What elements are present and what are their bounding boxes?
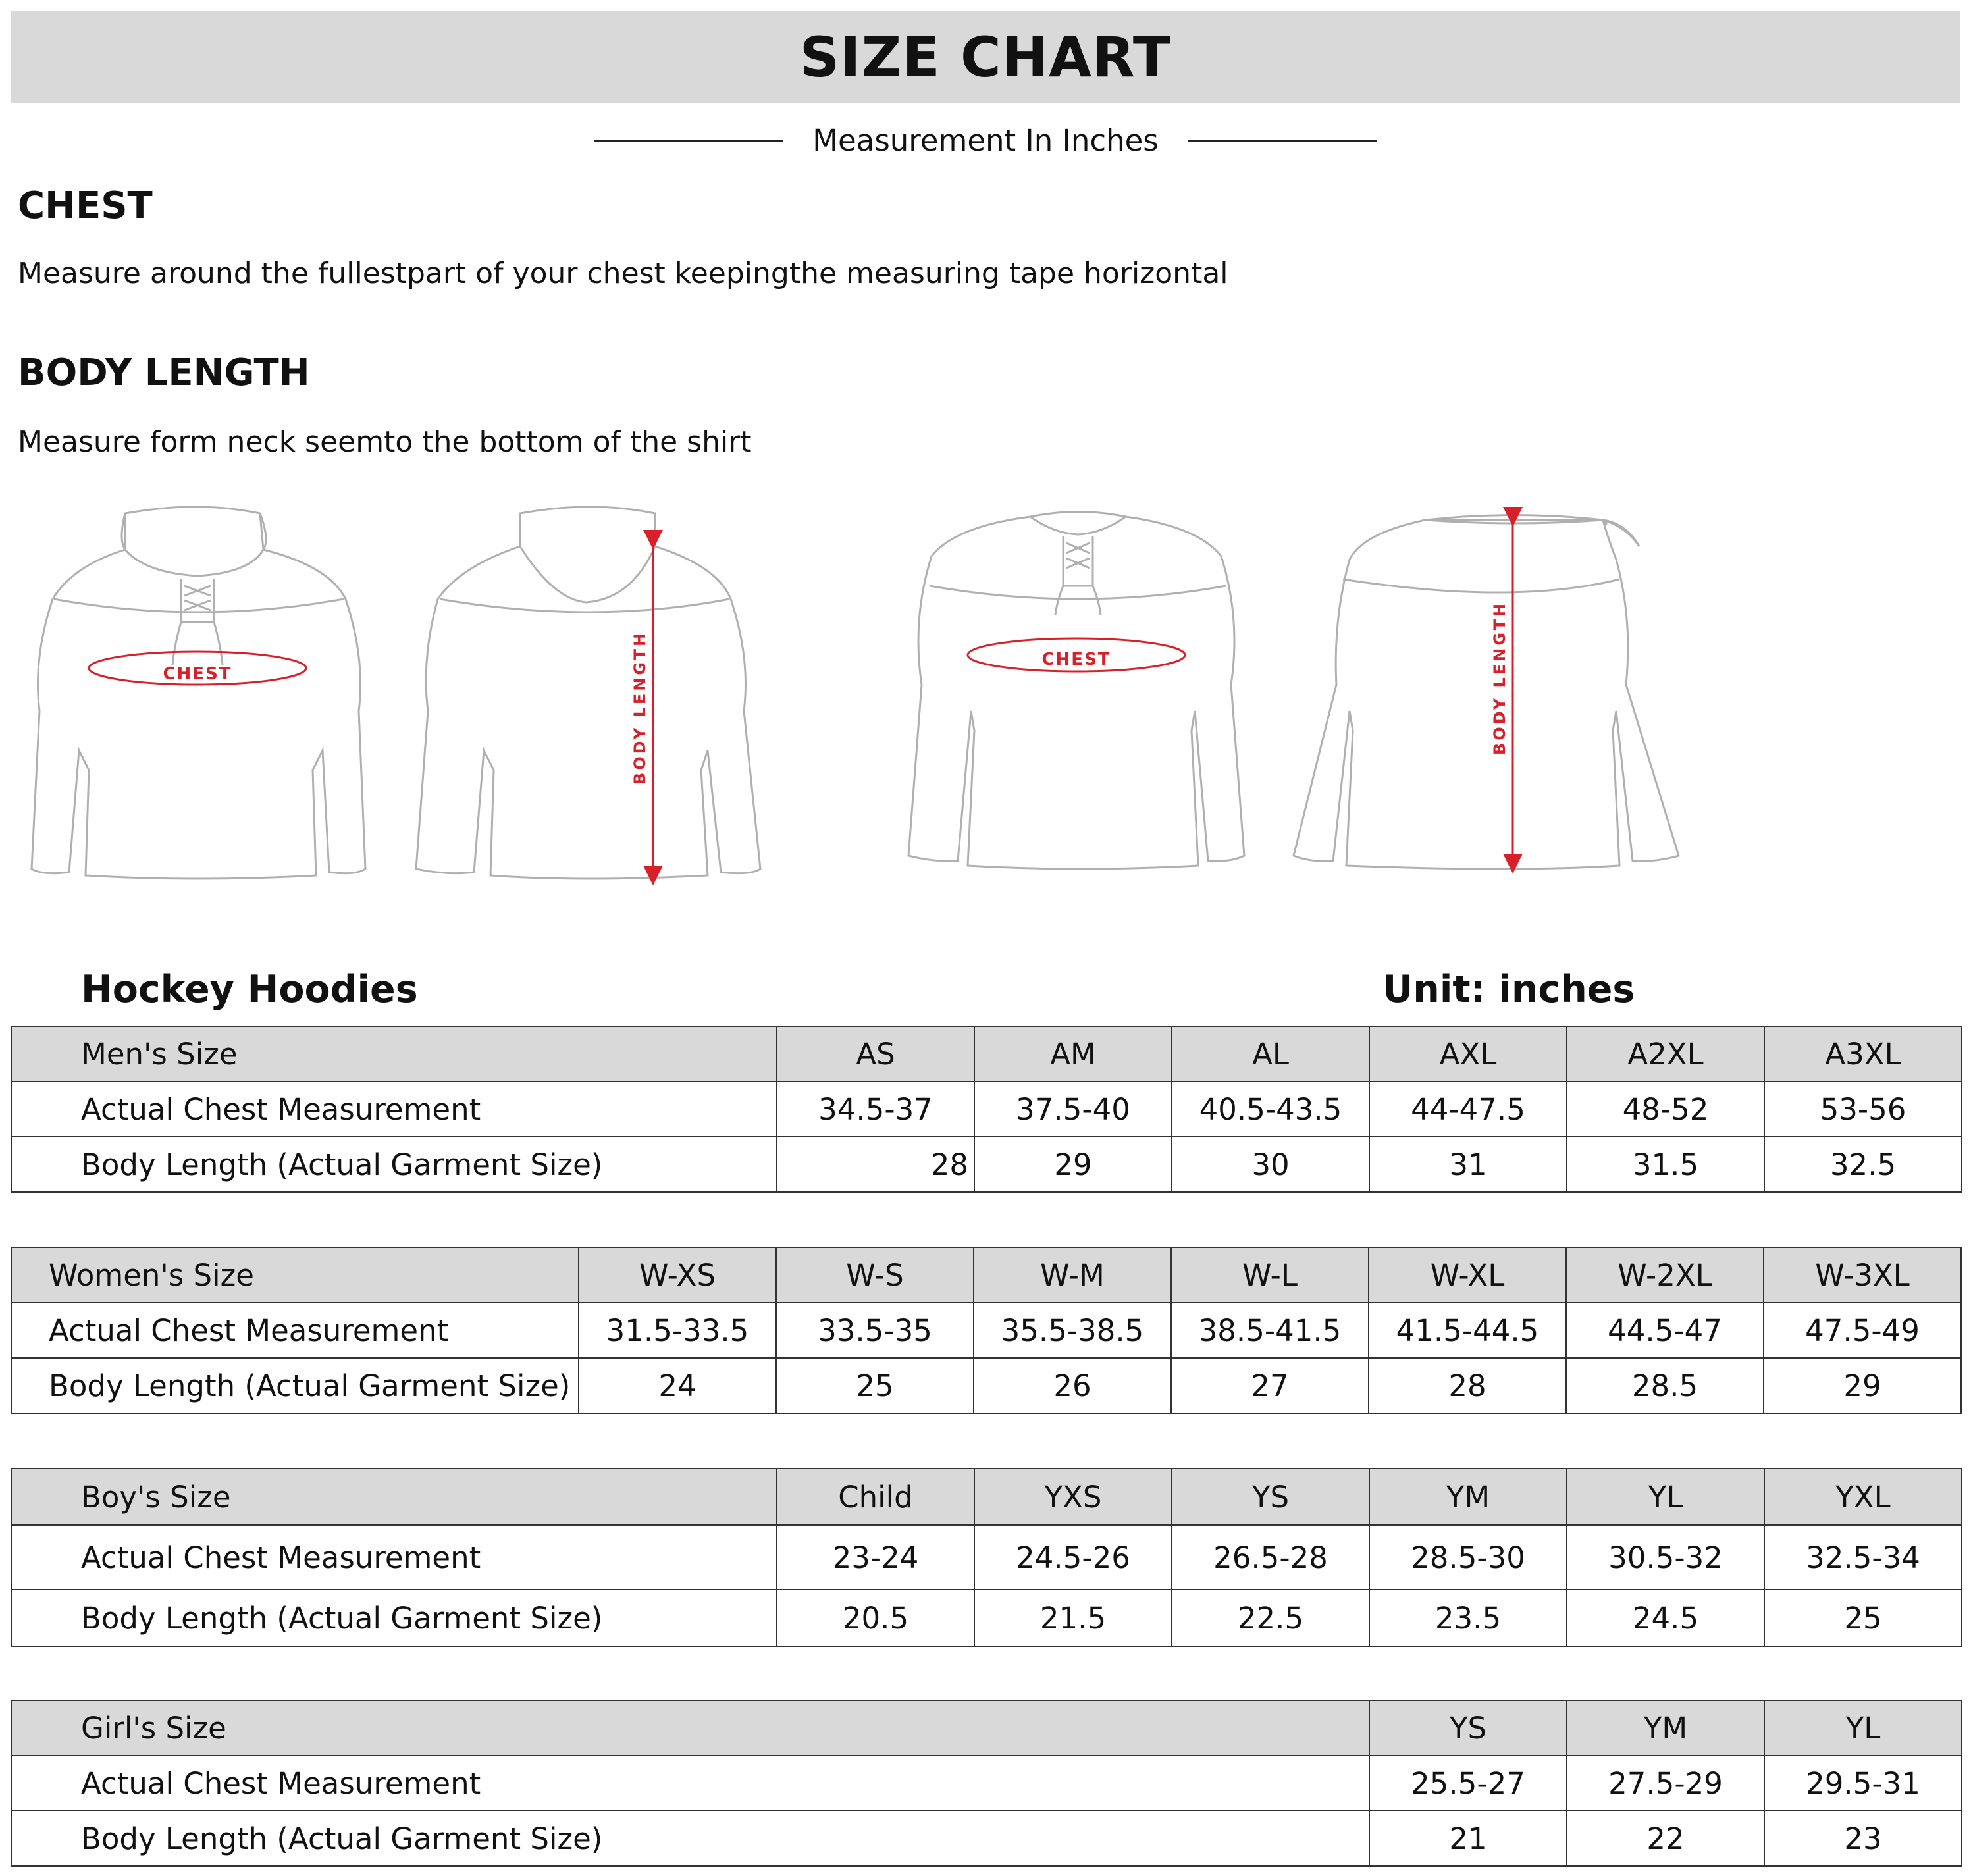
value-cell: 23.5 bbox=[1369, 1590, 1567, 1646]
size-cell: AL bbox=[1172, 1026, 1369, 1081]
size-cell: YM bbox=[1369, 1469, 1567, 1525]
value-cell: 24 bbox=[579, 1358, 776, 1413]
value-cell: 28 bbox=[777, 1137, 974, 1192]
row-label: Body Length (Actual Garment Size) bbox=[11, 1137, 777, 1192]
size-cell: YL bbox=[1567, 1469, 1764, 1525]
size-cell: W-S bbox=[776, 1247, 974, 1303]
table-row bbox=[11, 1247, 1961, 1303]
boys-header-cell: Boy's Size bbox=[11, 1469, 777, 1525]
hoodie-chest-measure bbox=[89, 652, 306, 685]
size-cell: W-M bbox=[974, 1247, 1171, 1303]
size-cell: YS bbox=[1369, 1700, 1567, 1756]
table-row bbox=[11, 1358, 1961, 1413]
boys-size-table bbox=[11, 1468, 1962, 1647]
value-cell: 23-24 bbox=[777, 1525, 974, 1590]
row-label: Body Length (Actual Garment Size) bbox=[11, 1811, 1369, 1866]
value-cell: 37.5-40 bbox=[974, 1081, 1172, 1137]
size-cell: Child bbox=[777, 1469, 974, 1525]
value-cell: 29 bbox=[974, 1137, 1172, 1192]
value-cell: 25.5-27 bbox=[1369, 1756, 1567, 1811]
row-label: Body Length (Actual Garment Size) bbox=[11, 1358, 579, 1413]
value-cell: 27.5-29 bbox=[1567, 1756, 1764, 1811]
value-cell: 29.5-31 bbox=[1764, 1756, 1962, 1811]
size-cell: YXL bbox=[1764, 1469, 1962, 1525]
body-length-heading: BODY LENGTH bbox=[18, 352, 310, 394]
value-cell: 21 bbox=[1369, 1811, 1567, 1866]
value-cell: 35.5-38.5 bbox=[974, 1303, 1171, 1358]
size-cell: W-XL bbox=[1369, 1247, 1566, 1303]
row-label: Actual Chest Measurement bbox=[11, 1756, 1369, 1811]
value-cell: 23 bbox=[1764, 1811, 1962, 1866]
size-cell: A3XL bbox=[1764, 1026, 1962, 1081]
value-cell: 31 bbox=[1369, 1137, 1567, 1192]
size-cell: W-2XL bbox=[1566, 1247, 1764, 1303]
value-cell: 24.5-26 bbox=[974, 1525, 1172, 1590]
table-title: Hockey Hoodies bbox=[81, 968, 418, 1011]
row-label: Actual Chest Measurement bbox=[11, 1303, 579, 1358]
left-rule bbox=[594, 140, 783, 142]
size-cell: YXS bbox=[974, 1469, 1172, 1525]
size-cell: W-XS bbox=[579, 1247, 776, 1303]
size-cell: W-L bbox=[1171, 1247, 1369, 1303]
value-cell: 27 bbox=[1171, 1358, 1369, 1413]
value-cell: 24.5 bbox=[1567, 1590, 1764, 1646]
mens-header-cell: Men's Size bbox=[11, 1026, 777, 1081]
row-label: Body Length (Actual Garment Size) bbox=[11, 1590, 777, 1646]
table-row bbox=[11, 1525, 1962, 1590]
hoodie-body-length-measure bbox=[631, 540, 653, 875]
value-cell: 32.5-34 bbox=[1764, 1525, 1962, 1590]
value-cell: 38.5-41.5 bbox=[1171, 1303, 1369, 1358]
table-row bbox=[11, 1026, 1962, 1081]
jersey-chest-measure bbox=[968, 638, 1185, 671]
hoodie-body-length-label: BODY LENGTH bbox=[631, 630, 649, 785]
hoodie-front-sketch bbox=[32, 507, 365, 879]
value-cell: 29 bbox=[1764, 1358, 1961, 1413]
value-cell: 48-52 bbox=[1567, 1081, 1764, 1137]
value-cell: 25 bbox=[776, 1358, 974, 1413]
value-cell: 31.5-33.5 bbox=[579, 1303, 776, 1358]
jersey-body-length-label: BODY LENGTH bbox=[1490, 600, 1509, 756]
chest-instructions: Measure around the fullestpart of your chest keepingthe measuring tape horizontal bbox=[18, 257, 1228, 290]
jersey-front-sketch bbox=[908, 512, 1244, 870]
jersey-back-sketch bbox=[1294, 515, 1679, 870]
value-cell: 28.5 bbox=[1566, 1358, 1764, 1413]
womens-header-cell: Women's Size bbox=[11, 1247, 579, 1303]
row-label: Actual Chest Measurement bbox=[11, 1525, 777, 1590]
unit-label: Unit: inches bbox=[1382, 968, 1635, 1011]
table-row bbox=[11, 1700, 1962, 1756]
title-bar bbox=[11, 11, 1960, 103]
value-cell: 34.5-37 bbox=[777, 1081, 974, 1137]
value-cell: 41.5-44.5 bbox=[1369, 1303, 1566, 1358]
girls-size-table bbox=[11, 1700, 1962, 1867]
value-cell: 30 bbox=[1172, 1137, 1369, 1192]
row-label: Actual Chest Measurement bbox=[11, 1081, 777, 1137]
value-cell: 26.5-28 bbox=[1172, 1525, 1369, 1590]
size-cell: YM bbox=[1567, 1700, 1764, 1756]
table-row bbox=[11, 1811, 1962, 1866]
size-cell: AS bbox=[777, 1026, 974, 1081]
value-cell: 40.5-43.5 bbox=[1172, 1081, 1369, 1137]
value-cell: 31.5 bbox=[1567, 1137, 1764, 1192]
table-row bbox=[11, 1756, 1962, 1811]
table-row bbox=[11, 1590, 1962, 1646]
hoodie-chest-label: CHEST bbox=[163, 664, 232, 684]
table-row bbox=[11, 1081, 1962, 1137]
value-cell: 47.5-49 bbox=[1764, 1303, 1961, 1358]
value-cell: 22 bbox=[1567, 1811, 1764, 1866]
value-cell: 32.5 bbox=[1764, 1137, 1962, 1192]
page-title: SIZE CHART bbox=[799, 24, 1172, 90]
value-cell: 44-47.5 bbox=[1369, 1081, 1567, 1137]
value-cell: 28 bbox=[1369, 1358, 1566, 1413]
size-cell: YS bbox=[1172, 1469, 1369, 1525]
table-row bbox=[11, 1303, 1961, 1358]
body-length-instructions: Measure form neck seemto the bottom of the shirt bbox=[18, 425, 752, 459]
value-cell: 20.5 bbox=[777, 1590, 974, 1646]
girls-header-cell: Girl's Size bbox=[11, 1700, 1369, 1756]
value-cell: 30.5-32 bbox=[1567, 1525, 1764, 1590]
value-cell: 33.5-35 bbox=[776, 1303, 974, 1358]
table-row bbox=[11, 1469, 1962, 1525]
value-cell: 44.5-47 bbox=[1566, 1303, 1764, 1358]
jersey-chest-label: CHEST bbox=[1041, 650, 1111, 669]
value-cell: 53-56 bbox=[1764, 1081, 1962, 1137]
table-row bbox=[11, 1137, 1962, 1192]
womens-size-table bbox=[11, 1247, 1962, 1414]
value-cell: 25 bbox=[1764, 1590, 1962, 1646]
chest-heading: CHEST bbox=[18, 184, 153, 227]
size-cell: AM bbox=[974, 1026, 1172, 1081]
size-cell: AXL bbox=[1369, 1026, 1567, 1081]
hoodie-back-sketch bbox=[416, 507, 760, 879]
size-cell: YL bbox=[1764, 1700, 1962, 1756]
jersey-body-length-measure bbox=[1490, 517, 1513, 864]
size-cell: A2XL bbox=[1567, 1026, 1764, 1081]
size-cell: W-3XL bbox=[1764, 1247, 1961, 1303]
measurement-illustrations bbox=[0, 487, 1971, 895]
value-cell: 26 bbox=[974, 1358, 1171, 1413]
value-cell: 21.5 bbox=[974, 1590, 1172, 1646]
subtitle-row bbox=[0, 117, 1971, 163]
subtitle: Measurement In Inches bbox=[812, 122, 1159, 158]
right-rule bbox=[1188, 140, 1377, 142]
value-cell: 22.5 bbox=[1172, 1590, 1369, 1646]
value-cell: 28.5-30 bbox=[1369, 1525, 1567, 1590]
mens-size-table bbox=[11, 1026, 1962, 1193]
